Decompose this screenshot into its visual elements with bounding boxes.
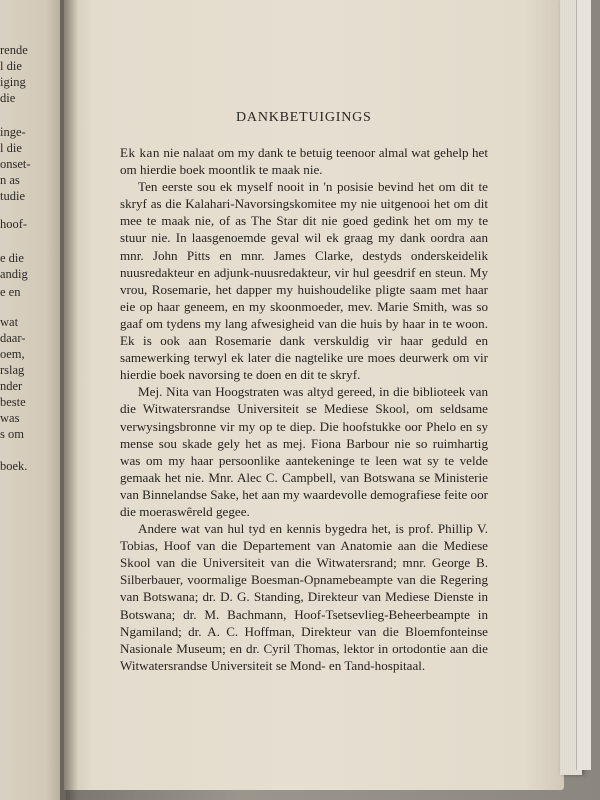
left-page-line: daar- — [0, 331, 26, 345]
left-page-line: l die — [0, 141, 22, 155]
paragraph: Mej. Nita van Hoogstraten was altyd gereed, in die biblioteek van die Witwatersrandse Universiteit se Mediese Skool, om seldsame verwysingsbronne vir my op te diep. Die hoofstukke oor Phelo en sy mense sou skade gely het as mej. Fiona Barbour nie so ruimhartig was om my haar persoonlike aantekeninge te leen wat sy te velde gemaak het nie. Mnr. Alec C. Campbell, van Botswana se Ministerie van Binnelandse Sake, het aan my waardevolle demografiese feite oor die moeraswêreld gegee. — [120, 384, 488, 519]
left-page-line: s om — [0, 427, 24, 441]
body-text — [120, 144, 488, 674]
left-page-line: rende — [0, 43, 28, 57]
paragraph: Andere wat van hul tyd en kennis bygedra het, is prof. Phillip V. Tobias, Hoof van die Departement van Anatomie aan die Mediese Skool van die Universiteit van die Witwatersrand; mnr. George B. Silberbauer, voormalige Boesman-Opnamebeampte van die Regering van Botswana; dr. D. G. Standing, Direkteur van Mediese Dienste in Botswana; dr. M. Bachmann, Hoof-Tsetsevlieg-Beheerbeampte in Ngamiland; dr. A. C. Hoffman, Direkteur van die Bloemfonteinse Nasionale Museum; en dr. Cyril Thomas, lektor in ortodontie aan die Witwatersrandse Universiteit se Mond- en Tand-hospitaal. — [120, 521, 488, 673]
left-page-line: onset- — [0, 157, 31, 171]
paragraph: Ten eerste sou ek myself nooit in 'n posisie bevind het om dit te skryf as die Kalahari-Navorsingskomitee my nie uitgenooi het om dit mee te maak nie, of as The Star dit nie goed gedink het om my te stuur nie. In laasgenoemde geval wil ek graag my dank oordra aan mnr. John Pitts en mnr. James Clarke, destyds onderskeidelik nuusredakteur en adjunk-nuusredakteur, vir hul geesdrif en steun. My vrou, Rosemarie, het dapper my huishoudelike pligte saam met haar eie op haar geneem, en my skoonmoeder, mev. Marie Smith, was so gaaf om tydens my lang afwesigheid van die huis by haar in te woon. Ek is ook aan Rosemarie dank verskuldig vir haar geduld en samewerking terwyl ek later die nagtelike ure moes deurwerk om vir hierdie boek navorsing te doen en dit te skryf. — [120, 179, 488, 383]
left-page-line: wat — [0, 315, 19, 329]
left-page-line: tudie — [0, 189, 25, 203]
left-page-line: nder — [0, 379, 23, 393]
left-page-line: beste — [0, 395, 26, 409]
page-title: DANKBETUIGINGS — [236, 110, 372, 125]
left-page-line: oem, — [0, 347, 25, 361]
left-page-line: rslag — [0, 363, 25, 377]
left-page-line: boek. — [0, 459, 28, 473]
left-page-line: iging — [0, 75, 26, 89]
left-page — [0, 0, 66, 800]
left-page-line: die — [0, 91, 16, 105]
left-page-line: e en — [0, 285, 21, 299]
left-page-line: was — [0, 411, 20, 425]
gutter-shadow — [60, 0, 78, 800]
left-page-line: e die — [0, 251, 24, 265]
left-page-line: hoof- — [0, 217, 28, 231]
cover-board — [576, 0, 591, 770]
left-page-line: l die — [0, 59, 22, 73]
opening-small-caps: Ek kan — [120, 145, 160, 160]
left-page-line: inge- — [0, 125, 26, 139]
left-page-line: andig — [0, 267, 28, 281]
paragraph — [120, 144, 488, 178]
paragraph-text: nie nalaat om my dank te betuig teenoor almal wat gehelp het om hierdie boek moontlik te maak nie. — [120, 145, 488, 178]
left-page-line: n as — [0, 173, 20, 187]
